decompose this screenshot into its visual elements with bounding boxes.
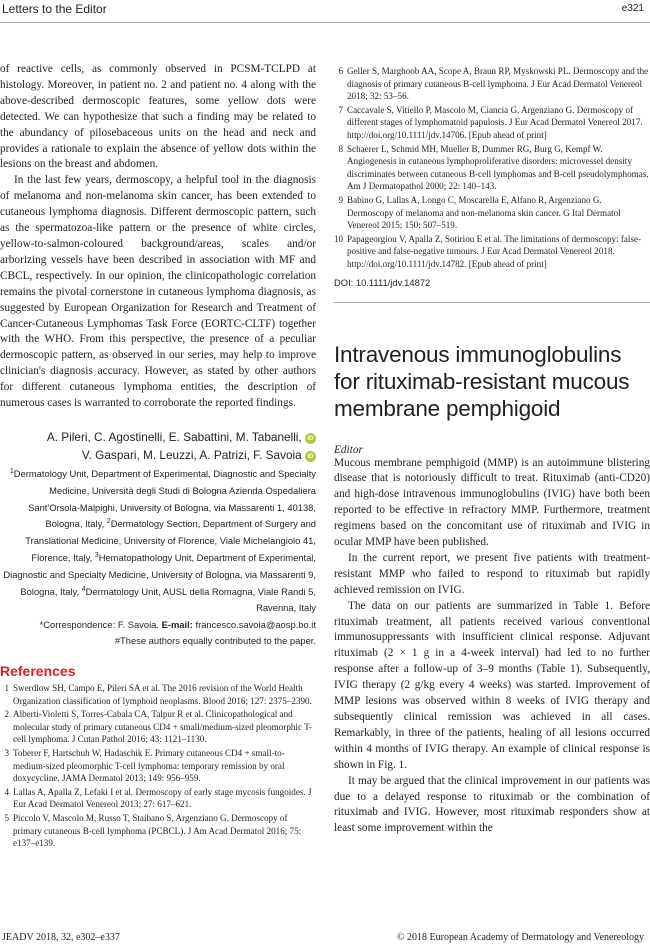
correspondence-label: *Correspondence:: [39, 619, 116, 631]
left-column: [0, 62, 316, 851]
editor-label: Editor: [334, 443, 363, 456]
reference-text: Papageorgiou V, Apalla Z, Sotiriou E et al. The limitations of dermoscopy: false-positive and false-negative tumours. J Eur Acad Dermatol Venereol 2018. http://doi.org/10.1111/jdv.14782. [Epub ahead of print]: [347, 233, 642, 269]
right-paragraph-4: [334, 774, 650, 838]
copyright-notice: © 2018 European Academy of Dermatology and Venereology: [396, 932, 644, 943]
right-paragraph-1-text: Mucous membrane pemphigoid (MMP) is an autoimmune blistering disease that is notoriously difficult to treat. Rituximab (anti-CD20) and high-dose intravenous immunoglobulins (IVIG) have both been reported to be effective in refractory MMP. Furthermore, treatment regimens based on the concomitant use of rituximab and IVIG in ocular MMP have been published.: [334, 456, 650, 549]
correspondence-name: F. Savoia.: [117, 619, 159, 631]
right-body-text: [334, 456, 650, 838]
author-list: [0, 428, 316, 464]
reference-item: [334, 65, 650, 103]
reference-item: [334, 194, 650, 232]
affiliations: $^1$Dermatology Unit, Department of Experimental, Diagnostic and Specialty Medicine, Università degli Studi di Bologna Azienda Ospedaliera Sant'Orsola-Malpighi, University of Bologna, via Massarenti 1, 40138, Bologna, Italy, $^2$Dermatology Section, Department of Surgery and Translational Medicine, University of Florence, Viale Michelangiolo 41, Florence, Italy, $^3$Hematopathology Unit, Department of Experimental, Diagnostic and Specialty Medicine, University of Bologna, via Massarenti 9, Bologna, Italy, $^4$Dermatology Unit, AUSL della Romagna, Viale Randi 5, Ravenna, Italy: [3, 467, 316, 614]
email-label: E-mail:: [161, 619, 193, 631]
reference-text: Geller S, Marghoob AA, Scope A, Braun RP, Myskowski PL. Dermoscopy and the diagnosis of primary cutaneous B-cell lymphoma. J Eur Acad Dermatol Venereol 2018; 32: 53–56.: [347, 66, 649, 102]
left-paragraph-2-text: In the last few years, dermoscopy, a helpful tool in the diagnosis of melanoma and non-melanoma skin cancer, has been extended to cutaneous lymphoma diagnosis. Different dermoscopic pattern, such as the spermatozoa-like pattern or the presence of white circles, yellow-to-salmon-coloured background/areas, scales and/or arborizing vessels have been described in association with MF and CBCL, respectively. In our opinion, the clinicopathologic correlation remains the pivotal cornerstone in cutaneous lymphoma diagnosis, as suggested by European Organization for Research and Treatment of Cancer-Cutaneous Lymphomas Task Force (EORTC-CLTF) together with the WHO. From this perspective, the presence of a peculiar dermoscopic pattern, as observed in our series, may help to improve clinician's diagnosis accuracy. However, as stated by other authors for different cutaneous lymphoma entities, the description of numerous cases is warranted to corroborate the reported findings.: [0, 174, 316, 410]
reference-number: 2: [4, 709, 9, 720]
author-line-2-text: V. Gaspari, M. Leuzzi, A. Patrizi, F. Savoia: [81, 447, 302, 462]
right-paragraph-2: [334, 551, 650, 599]
author-line-1: [0, 428, 316, 446]
right-column: [334, 62, 650, 837]
reference-text: Schaerer L, Schmid MH, Mueller B, Dummer RG, Burg G, Kempf W. Angiogenesis in cutaneous lymphoproliferative disorders: microvessel density discriminates between cutaneous B-cell lymphomas and B-cell pseudolymphomas. Am J Dermatopathol 2000; 22: 140–143.: [347, 143, 649, 192]
reference-list-continued: [334, 65, 650, 271]
affiliation-1: Dermatology Unit, Department of Experimental, Diagnostic and Specialty Medicine, Università degli Studi di Bologna Azienda Ospedaliera Sant'Orsola-Malpighi, University of Bologna, via Massarenti 1, 40138, Bologna, Italy,: [13, 467, 316, 530]
running-head-section: Letters to the Editor: [2, 2, 107, 16]
orcid-icon[interactable]: iD: [305, 451, 316, 462]
reference-number: 9: [338, 194, 343, 205]
page-number: e321: [621, 3, 644, 14]
left-paragraph-1: [0, 62, 316, 173]
reference-number: 3: [4, 748, 9, 759]
affiliation-3: Hematopathology Unit, Department of Experimental, Diagnostic and Specialty Medicine, University of Bologna, via Massarenti 9, Bologna, Italy,: [3, 551, 316, 597]
affiliation-2: Dermatology Section, Department of Surgery and Translational Medicine, University of Florence, Viale Michelangiolo 41, Florence, Italy,: [25, 518, 316, 563]
section-divider: [334, 302, 650, 303]
left-body-text: [0, 62, 316, 412]
right-paragraph-3-text: The data on our patients are summarized in Table 1. Before rituximab treatment, all patients received various conventional immunosuppressants with insufficient clinical response. Adjuvant rituximab (2 × 1 g in a 4-week interval) had led to no further response after a follow-up of 3–9 months (Table 1). Subsequently, IVIG therapy (2 g/kg every 4 weeks) was started. Improvement of MMP lesions was observed within 8 weeks of IVIG therapy and subsequently clinical remission was achieved in all cases. Remarkably, in three of the patients, healing of all lesions occurred within 4 months of IVIG therapy. An example of clinical response is shown in Fig. 1.: [334, 599, 650, 771]
reference-number: 6: [338, 66, 343, 76]
reference-item: [0, 786, 316, 811]
orcid-icon[interactable]: iD: [305, 433, 316, 444]
reference-text: Alberti-Violetti S, Torres-Cabala CA, Talpur R et al. Clinicopathological and molecular study of primary cutaneous CD4 + small/medium-sized pleomorphic T-cell lymphoma. J Cutan Pathol 2016; 43: 1121–1130.: [13, 709, 312, 745]
doi-link[interactable]: DOI: 10.1111/jdv.14872: [334, 276, 431, 288]
reference-number: 7: [338, 104, 343, 115]
left-paragraph-1-text: of reactive cells, as commonly observed in PCSM-TCLPD at histology. Moreover, in patient no. 2 and patient no. 4 along with the above-described dermoscopic features, some yellow dots were detected. We can hypothesize that such a finding may be related to the abundancy of pilosebaceous units on the head and neck and provides a rationale to explain the absence of yellow dots within the lesions on the breast and abdomen.: [0, 63, 316, 171]
right-paragraph-1: [334, 456, 650, 551]
article-title: Intravenous immunoglobulins for rituximab-resistant mucous membrane pemphigoid: [334, 341, 630, 421]
reference-text: Toberer F, Hartschuh W, Hadaschik E. Primary cutaneous CD4 + small-to-medium-sized pleomorphic T-cell lymphoma: temporary remission by oral doxycycline. JAMA Dermatol 2013; 149: 956–959.: [13, 748, 285, 784]
reference-text: Babino G, Lallas A, Longo C, Moscarella E, Alfano R, Argenziano G. Dermoscopy of melanoma and non-melanoma skin cancer. G Ital Dermatol Venereol 2015; 150: 507–519.: [347, 194, 621, 231]
running-head: [0, 0, 650, 23]
author-line-2: [0, 446, 316, 464]
reference-item: [0, 708, 316, 746]
journal-citation: JEADV 2018, 32, e302–e337: [2, 932, 120, 943]
reference-item: [0, 747, 316, 785]
reference-list: [0, 682, 316, 850]
email-link[interactable]: francesco.savoia@aosp.bo.it: [195, 619, 316, 631]
author-line-1-text: A. Pileri, C. Agostinelli, E. Sabattini, M. Tabanelli,: [46, 429, 302, 444]
right-paragraph-2-text: In the current report, we present five patients with treatment-resistant MMP who failed to respond to rituximab but rapidly achieved remission on IVIG.: [334, 551, 650, 596]
reference-item: [334, 143, 650, 193]
reference-text: Piccolo V, Mascolo M, Russo T, Staibano S, Argenziano G. Dermoscopy of primary cutaneous B-cell lymphoma (PCBCL). J Am Acad Dermatol 2016; 75: e137–e139.: [13, 813, 302, 849]
reference-number: 8: [338, 143, 343, 154]
reference-number: 5: [4, 813, 9, 824]
right-paragraph-3: [334, 599, 650, 774]
affiliation-4: Dermatology Unit, AUSL della Romagna, Viale Randi 5, Ravenna, Italy: [85, 585, 316, 614]
correspondence: [0, 617, 316, 649]
reference-number: 4: [4, 786, 9, 797]
references-heading: References: [0, 663, 76, 680]
equal-contribution-note: #These authors equally contributed to the paper.: [114, 635, 316, 647]
reference-item: [0, 812, 316, 850]
reference-text: Swerdlow SH, Campo E, Pileri SA et al. The 2016 revision of the World Health Organization classification of lymphoid neoplasms. Blood 2016; 127: 2375–2390.: [13, 683, 312, 706]
reference-text: Caccavale S, Vitiello P, Mascolo M, Ciancia G, Argenziano G. Dermoscopy of different stages of lymphomatoid papulosis. J Eur Acad Dermatol Venereol 2017. http://doi.org/10.1111/jdv.14706. [Epub ahead of print]: [347, 104, 643, 140]
reference-text: Lallas A, Apalla Z, Lefaki I et al. Dermoscopy of early stage mycosis fungoides. J Eur Acad Dermatol Venereol 2013; 27: 617–621.: [13, 786, 312, 810]
reference-item: [334, 233, 650, 271]
reference-item: [0, 682, 316, 707]
reference-number: 10: [334, 233, 344, 244]
right-paragraph-4-text: It may be argued that the clinical improvement in our patients was due to a delayed response to rituximab or the combination of rituximab and IVIG. However, most rituximab responders show at least some improvement within the: [334, 774, 650, 835]
reference-item: [334, 104, 650, 142]
reference-number: 1: [4, 683, 9, 694]
left-paragraph-2: [0, 173, 316, 412]
